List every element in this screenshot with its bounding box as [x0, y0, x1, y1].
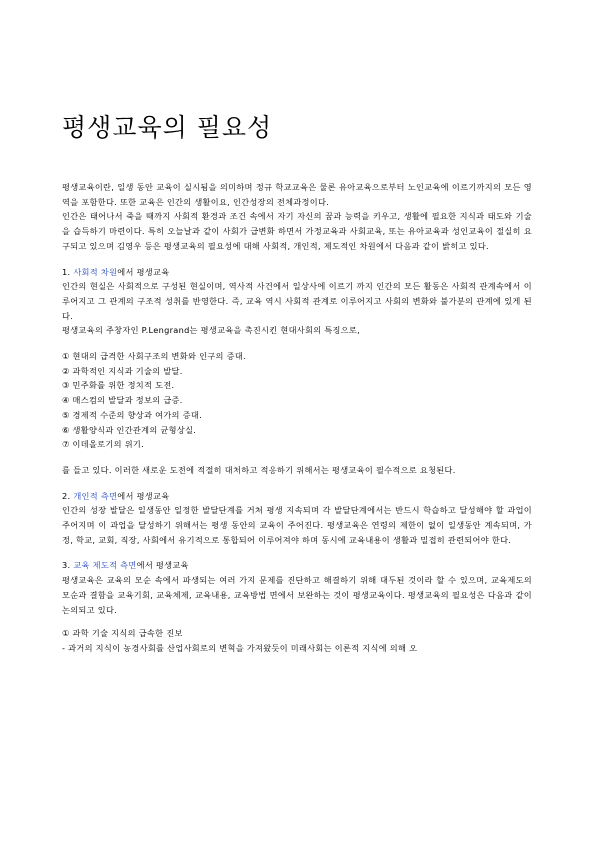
- section-1-heading: [62, 265, 532, 280]
- section-1-paragraph-1: 인간의 현실은 사회적으로 구성된 현실이며, 역사적 사건에서 일상사에 이르기 까지 인간의 모든 활동은 사회적 관계속에서 이루어지고 그 관계의 구조적 성취를 반영한다. 즉, 교육 역시 사회적 관계로 이루어지고 사회의 변화와 불가분의 관계에 있게 된다.: [62, 281, 532, 321]
- modern-society-features-list: [62, 349, 532, 452]
- section-3-number: 3.: [62, 560, 74, 571]
- list-item: ③ 민주화를 위한 정치적 도전.: [62, 380, 175, 391]
- intro-paragraph-2: 인간은 태어나서 죽을 때까지 사회적 환경과 조건 속에서 자기 자신의 꿈과 능력을 키우고, 생활에 필요한 지식과 태도와 기술을 습득하기 마련이다. 특히 오늘날과 같이 사회가 급변화 하면서 가정교육과 사회교육, 또는 유아교육과 성인교육이 절실히 요구되고 있으며 김영우 등은 평생교육의 필요성에 대해 사회적, 개인적, 제도적인 차원에서 다음과 같이 밝히고 있다.: [62, 211, 532, 251]
- section-1-number: 1.: [62, 266, 74, 277]
- section-3-heading: [62, 558, 532, 573]
- list-item: ⑥ 생활양식과 인간관계의 균형상실.: [62, 424, 197, 435]
- page-title: 평생교육의 필요성: [62, 113, 273, 142]
- section-2-heading-highlight: 개인적 측면: [73, 490, 118, 501]
- section-3-sub-heading: ① 과학 기술 지식의 급속한 진보: [62, 628, 183, 639]
- section-2-paragraph: 인간의 성장 발달은 일생동안 일정한 발달단계를 거쳐 평생 지속되며 각 발달단계에서는 반드시 학습하고 달성해야 할 과업이 주어지며 이 과업을 달성하기 위해서는 평생 동안의 교육이 주어진다. 평생교육은 연령의 제한이 없이 일생동안 계속되며, 가정, 학교, 교회, 직장, 사회에서 유기적으로 통합되어 이루어져야 하며 동시에 교육내용이 생활과 밀접히 관련되어야 한다.: [62, 505, 532, 545]
- list-item: ① 현대의 급격한 사회구조의 변화와 인구의 증대.: [62, 351, 246, 362]
- section-1-heading-highlight: 사회적 차원: [73, 266, 118, 277]
- section-3-paragraph: 평생교육은 교육의 모순 속에서 파생되는 여러 가지 문제를 진단하고 해결하기 위해 대두된 것이라 할 수 있으며, 교육제도의 모순과 결함을 교육기회, 교육체제, 교육내용, 교육방법 면에서 보완하는 것이 평생교육이다. 평생교육의 필요성은 다음과 같이 논의되고 있다.: [62, 575, 532, 615]
- section-2-heading-suffix: 에서 평생교육: [117, 490, 170, 501]
- section-2-heading: [62, 489, 532, 504]
- section-3-sub-line: - 과거의 지식이 농경사회를 산업사회로의 변혁을 가져왔듯이 미래사회는 이론적 지식에 의해 오: [62, 642, 418, 653]
- section-3-heading-suffix: 에서 평생교육: [136, 560, 189, 571]
- document-body: [62, 180, 532, 656]
- intro-paragraph-1: 평생교육이란, 일생 동안 교육이 실시됨을 의미하며 정규 학교교육은 물론 유아교육으로부터 노인교육에 이르기까지의 모든 영역을 포함한다. 또한 교육은 인간의 생활이요, 인간성장의 전체과정이다.: [62, 182, 532, 207]
- section-3-heading-highlight: 교육 제도적 측면: [73, 560, 137, 571]
- section-1-paragraph-2: 평생교육의 주창자인 P.Lengrand는 평생교육을 촉진시킨 현대사회의 특징으로,: [62, 325, 361, 336]
- list-item: ② 과학적인 지식과 기술의 발달.: [62, 365, 183, 376]
- list-item: ⑤ 경제적 수준의 향상과 여가의 증대.: [62, 409, 202, 420]
- list-item: ⑦ 이데올로기의 위기.: [62, 439, 145, 450]
- section-1-closing: 를 들고 있다. 이러한 새로운 도전에 적절히 대처하고 적응하기 위해서는 평생교육이 필수적으로 요청된다.: [62, 464, 456, 475]
- section-1-heading-suffix: 에서 평생교육: [117, 266, 170, 277]
- list-item: ④ 매스컴의 발달과 정보의 급증.: [62, 395, 183, 406]
- section-2-number: 2.: [62, 490, 74, 501]
